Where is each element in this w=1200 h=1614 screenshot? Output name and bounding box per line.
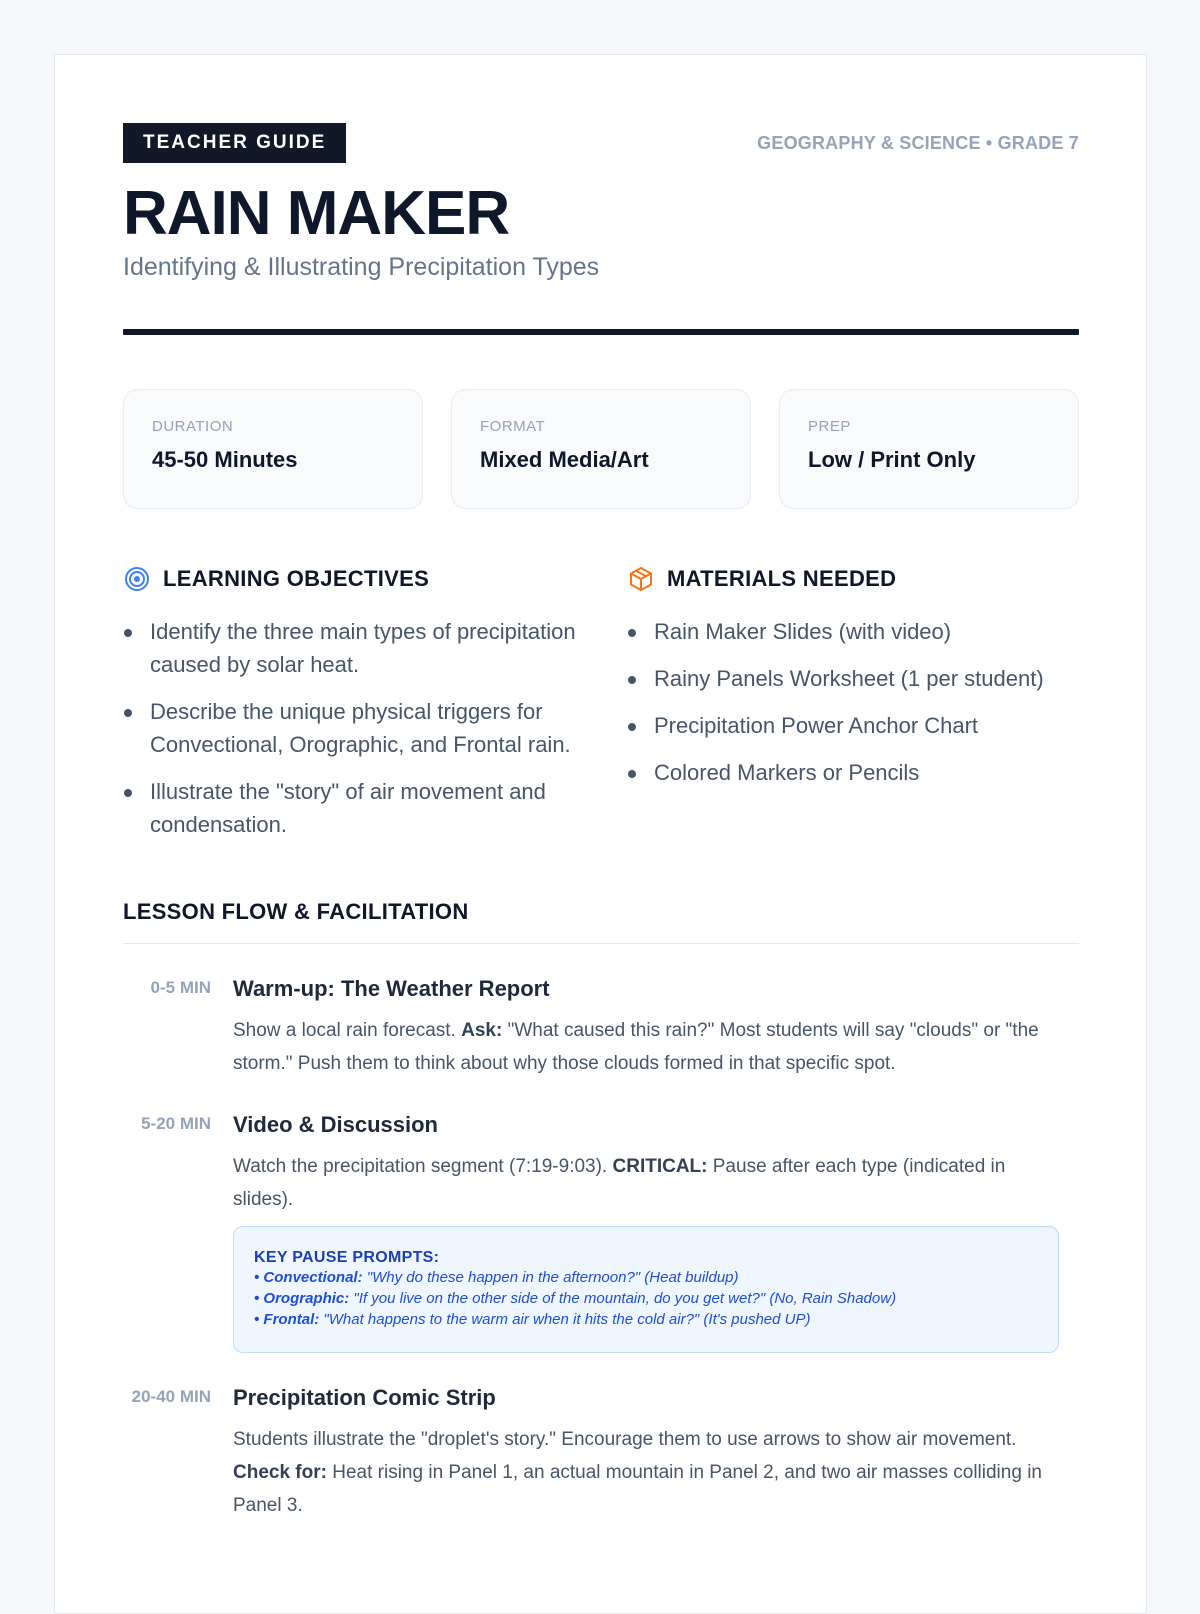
format-card (451, 389, 751, 509)
materials-header (627, 563, 1079, 595)
target-icon (123, 565, 151, 593)
duration-card (123, 389, 423, 509)
prompt-text: "Why do these happen in the afternoon?" (Heat buildup) (362, 1269, 739, 1286)
step-description (233, 1423, 1059, 1522)
step-text-emphasis: Check for: (233, 1462, 327, 1483)
objective-item: Describe the unique physical triggers for Convectional, Orographic, and Frontal rain. (123, 695, 579, 761)
prompt-label: • Frontal: (254, 1311, 320, 1328)
step-title: Video & Discussion (233, 1112, 438, 1137)
card-value: Low / Print Only (808, 447, 976, 472)
lesson-step (123, 974, 1079, 1080)
materials-title: MATERIALS NEEDED (667, 566, 897, 591)
teacher-guide-tag: TEACHER GUIDE (123, 123, 346, 163)
header-divider (123, 329, 1079, 335)
prompt-text: "If you live on the other side of the mountain, do you get wet?" (No, Rain Shadow) (349, 1290, 897, 1307)
step-time: 5-20 MIN (141, 1114, 211, 1133)
objectives-list (123, 615, 579, 841)
step-text-part: Show a local rain forecast. (233, 1020, 462, 1041)
callout-prompt (254, 1267, 1038, 1288)
box-icon (627, 565, 655, 593)
step-text-emphasis: CRITICAL: (612, 1156, 708, 1177)
step-body (233, 1383, 1059, 1522)
card-value: Mixed Media/Art (480, 447, 649, 472)
lesson-step (123, 1110, 1079, 1353)
step-description (233, 1014, 1059, 1080)
objective-item: Identify the three main types of precipitation caused by solar heat. (123, 615, 579, 681)
lesson-step (123, 1383, 1079, 1522)
callout-title: KEY PAUSE PROMPTS: (254, 1249, 440, 1266)
prompt-label: • Convectional: (254, 1269, 363, 1286)
callout-prompt (254, 1288, 1038, 1309)
material-item: Precipitation Power Anchor Chart (627, 709, 1079, 742)
material-item: Rainy Panels Worksheet (1 per student) (627, 662, 1079, 695)
step-body (233, 974, 1059, 1080)
page-title: RAIN MAKER (123, 179, 510, 248)
objectives-header (123, 563, 579, 595)
materials-list (627, 615, 1079, 789)
material-item: Colored Markers or Pencils (627, 756, 1079, 789)
page-subtitle: Identifying & Illustrating Precipitation Types (123, 253, 600, 281)
step-time: 20-40 MIN (131, 1387, 211, 1406)
step-text-part: Pause after each type (indicated in slides). (233, 1156, 1006, 1210)
info-cards (123, 389, 1079, 509)
card-label: PREP (808, 418, 851, 435)
step-title: Precipitation Comic Strip (233, 1385, 496, 1410)
card-label: DURATION (152, 418, 234, 435)
step-text-part: Students illustrate the "droplet's story." Encourage them to use arrows to show air movement. (233, 1429, 1017, 1450)
material-item: Rain Maker Slides (with video) (627, 615, 1079, 648)
card-value: 45-50 Minutes (152, 447, 298, 472)
step-text-part: Heat rising in Panel 1, an actual mountain in Panel 2, and two air masses colliding in Panel 3. (233, 1462, 1042, 1516)
callout-prompt (254, 1309, 1038, 1330)
step-description (233, 1150, 1059, 1216)
step-text-part: Watch the precipitation segment (7:19-9:03). (233, 1156, 613, 1177)
step-text-part: "What caused this rain?" Most students will say "clouds" or "the storm." Push them to think about why those clouds formed in that specific spot. (233, 1020, 1039, 1074)
guide-content (123, 123, 1079, 1522)
subject-grade-meta: GEOGRAPHY & SCIENCE • GRADE 7 (757, 132, 1079, 153)
step-body (233, 1110, 1059, 1353)
lesson-flow-title: LESSON FLOW & FACILITATION (123, 899, 1079, 944)
header-row (123, 123, 1079, 163)
step-title: Warm-up: The Weather Report (233, 976, 550, 1001)
objectives-section (123, 563, 579, 855)
pause-prompts-callout (233, 1226, 1059, 1353)
objectives-materials-columns (123, 563, 1079, 855)
prep-card (779, 389, 1079, 509)
prompt-label: • Orographic: (254, 1290, 350, 1307)
card-label: FORMAT (480, 418, 546, 435)
materials-section (627, 563, 1079, 855)
guide-sheet (54, 54, 1147, 1614)
objectives-title: LEARNING OBJECTIVES (163, 566, 430, 591)
prompt-text: "What happens to the warm air when it hits the cold air?" (It's pushed UP) (319, 1311, 811, 1328)
step-time: 0-5 MIN (150, 978, 211, 997)
objective-item: Illustrate the "story" of air movement and condensation. (123, 775, 579, 841)
step-text-emphasis: Ask: (461, 1020, 503, 1041)
